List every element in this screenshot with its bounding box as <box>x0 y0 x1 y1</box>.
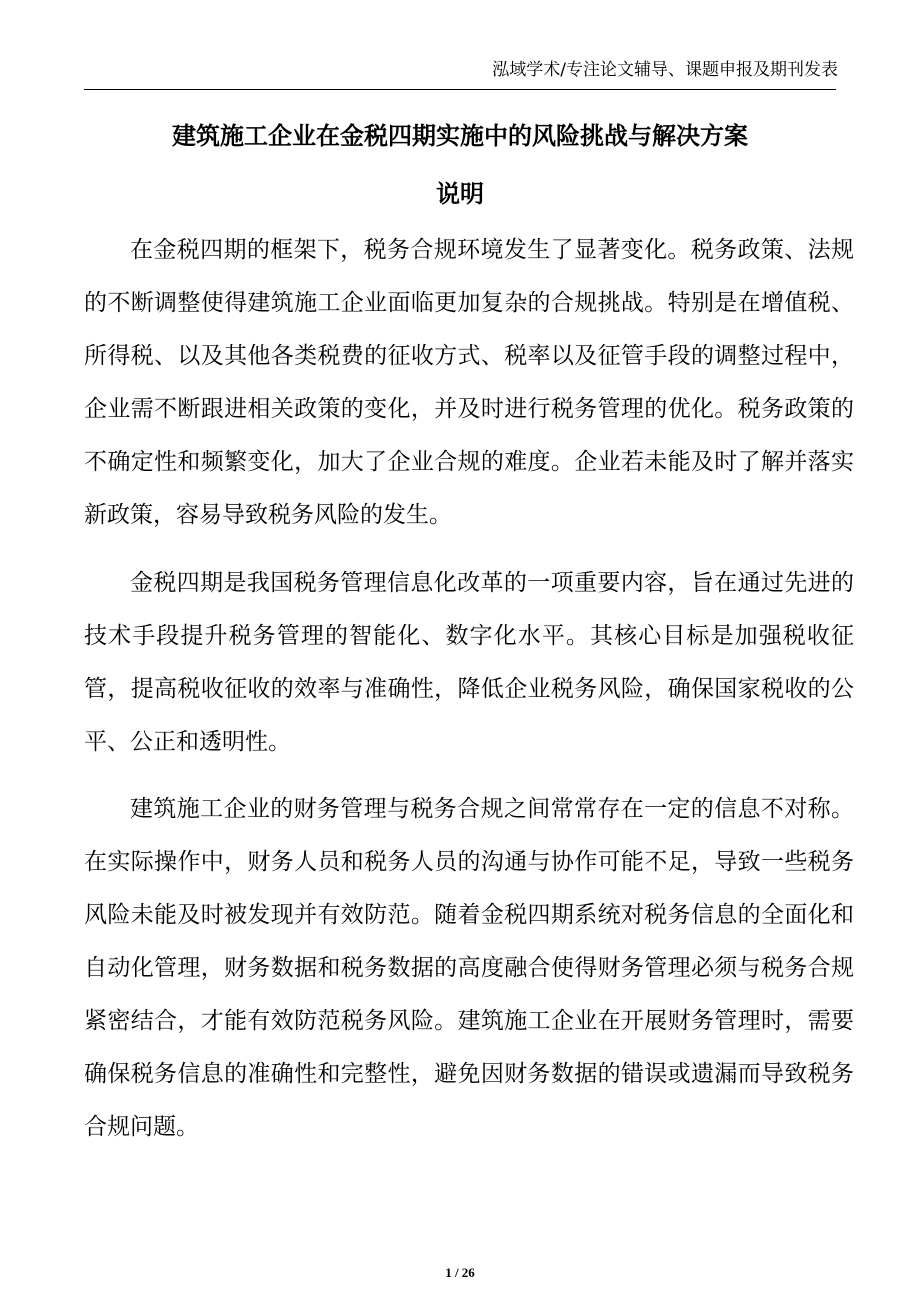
body-paragraph-3: 建筑施工企业的财务管理与税务合规之间常常存在一定的信息不对称。在实际操作中，财务人员和税务人员的沟通与协作可能不足，导致一些税务风险未能及时被发现并有效防范。随着金税四期系统对税务信息的全面化和自动化管理，财务数据和税务数据的高度融合使得财务管理必须与税务合规紧密结合，才能有效防范税务风险。建筑施工企业在开展财务管理时，需要确保税务信息的准确性和完整性，避免因财务数据的错误或遗漏而导致税务合规问题。 <box>84 796 854 1140</box>
body-paragraph-1: 在金税四期的框架下，税务合规环境发生了显著变化。税务政策、法规的不断调整使得建筑施工企业面临更加复杂的合规挑战。特别是在增值税、所得税、以及其他各类税费的征收方式、税率以及征管手段的调整过程中，企业需不断跟进相关政策的变化，并及时进行税务管理的优化。税务政策的不确定性和频繁变化，加大了企业合规的难度。企业若未能及时了解并落实新政策，容易导致税务风险的发生。 <box>84 237 854 528</box>
document-subtitle: 说明 <box>436 180 484 208</box>
header-text: 泓域学术/专注论文辅导、课题申报及期刊发表 <box>492 60 838 80</box>
page-number: 1 / 26 <box>445 1265 475 1280</box>
document-title: 建筑施工企业在金税四期实施中的风险挑战与解决方案 <box>172 122 748 150</box>
header-divider <box>84 89 836 90</box>
body-paragraph-2: 金税四期是我国税务管理信息化改革的一项重要内容，旨在通过先进的技术手段提升税务管理的智能化、数字化水平。其核心目标是加强税收征管，提高税收征收的效率与准确性，降低企业税务风险，确保国家税收的公平、公正和透明性。 <box>84 570 854 755</box>
